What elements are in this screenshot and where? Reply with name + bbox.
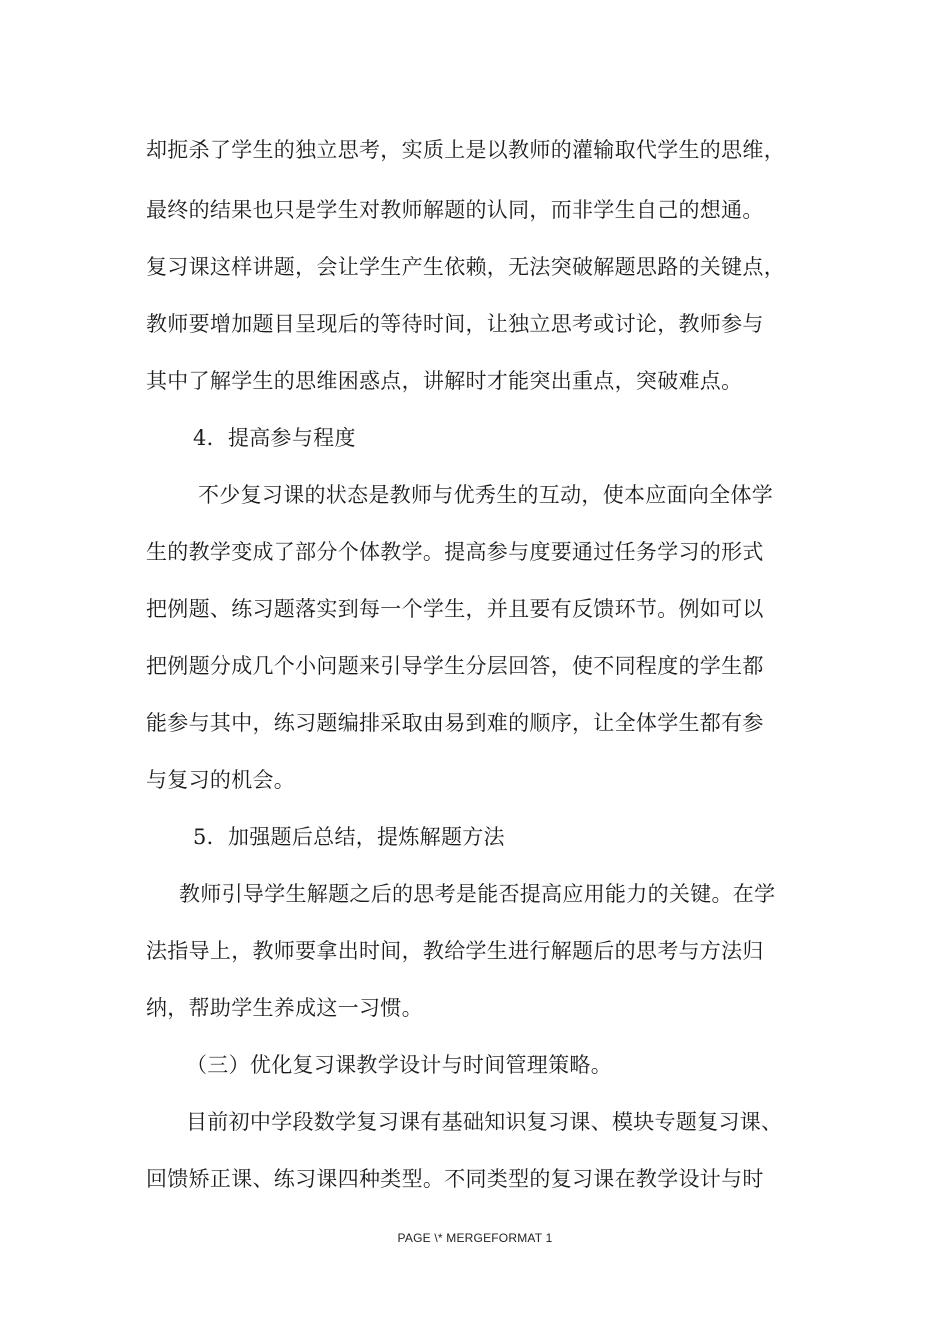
text-line-5: 其中了解学生的思维困惑点，讲解时才能突出重点，突破难点。 xyxy=(146,369,743,393)
text-line-14: 教师引导学生解题之后的思考是能否提高应用能力的关键。在学 xyxy=(179,882,776,906)
text-line-15: 法指导上，教师要拿出时间，教给学生进行解题后的思考与方法归 xyxy=(146,939,764,963)
section-heading-4: 4．提高参与程度 xyxy=(193,426,356,450)
text-line-10: 把例题分成几个小问题来引导学生分层回答，使不同程度的学生都 xyxy=(146,654,764,678)
text-line-16: 纳，帮助学生养成这一习惯。 xyxy=(146,996,423,1020)
page-footer: PAGE \* MERGEFORMAT 1 xyxy=(397,1231,553,1245)
text-line-9: 把例题、练习题落实到每一个学生，并且要有反馈环节。例如可以 xyxy=(146,597,764,621)
text-line-1: 却扼杀了学生的独立思考，实质上是以教师的灌输取代学生的思维， xyxy=(146,138,785,162)
text-line-8: 生的教学变成了部分个体教学。提高参与度要通过任务学习的形式 xyxy=(146,540,764,564)
text-line-18: 目前初中学段数学复习课有基础知识复习课、模块专题复习课、 xyxy=(186,1110,783,1134)
text-line-7: 不少复习课的状态是教师与优秀生的互动，使本应面向全体学 xyxy=(198,483,774,507)
section-heading-5: 5．加强题后总结，提炼解题方法 xyxy=(193,825,505,849)
text-line-2: 最终的结果也只是学生对教师解题的认同，而非学生自己的想通。 xyxy=(146,198,764,222)
text-line-4: 教师要增加题目呈现后的等待时间，让独立思考或讨论，教师参与 xyxy=(146,312,764,336)
section-heading-3: （三）优化复习课教学设计与时间管理策略。 xyxy=(186,1053,612,1077)
text-line-19: 回馈矫正课、练习课四种类型。不同类型的复习课在教学设计与时 xyxy=(146,1167,764,1191)
text-line-3: 复习课这样讲题，会让学生产生依赖，无法突破解题思路的关键点， xyxy=(146,255,785,279)
text-line-12: 与复习的机会。 xyxy=(146,768,296,792)
text-line-11: 能参与其中，练习题编排采取由易到难的顺序，让全体学生都有参 xyxy=(146,711,764,735)
